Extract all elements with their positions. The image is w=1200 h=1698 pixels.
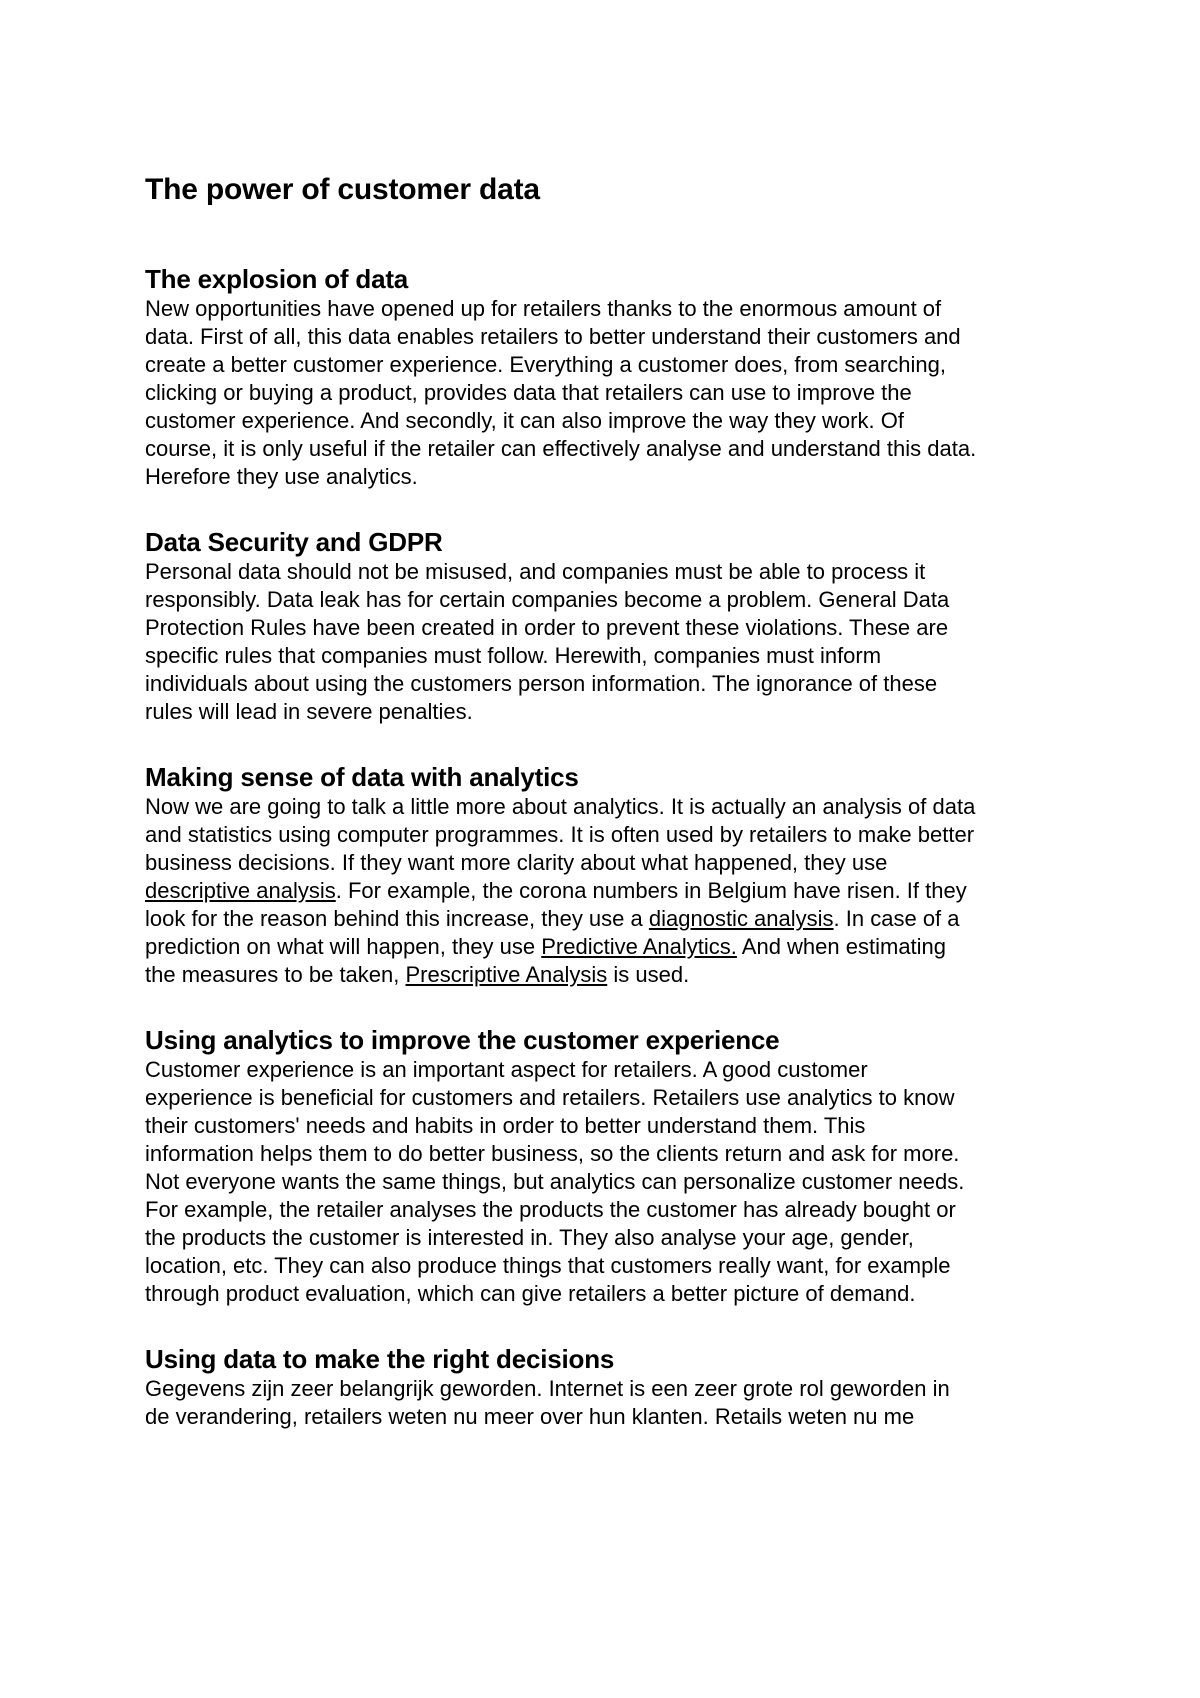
paragraph-line: create a better customer experience. Everything a customer does, from searching, [145, 352, 946, 377]
paragraph-line: de verandering, retailers weten nu meer over hun klanten. Retails weten nu me [145, 1404, 915, 1429]
document-title: The power of customer data [145, 173, 540, 206]
diagnostic-analysis-link[interactable]: diagnostic analysis [648, 906, 834, 931]
section-explosion-of-data [145, 263, 1080, 491]
paragraph-line: data. First of all, this data enables retailers to better understand their customers and [145, 324, 961, 349]
paragraph-line: the products the customer is interested in. They also analyse your age, gender, [145, 1225, 914, 1250]
section-paragraph [145, 295, 1080, 491]
paragraph-text: . For example, the corona numbers in Belgium have risen. If they [335, 878, 967, 903]
paragraph-line: information helps them to do better business, so the clients return and ask for more. [145, 1141, 960, 1166]
paragraph-line: responsibly. Data leak has for certain companies become a problem. General Data [145, 587, 950, 612]
paragraph-line: experience is beneficial for customers and retailers. Retailers use analytics to know [145, 1085, 955, 1110]
paragraph-line: course, it is only useful if the retailer can effectively analyse and understand this data. [145, 436, 977, 461]
paragraph-line: Protection Rules have been created in order to prevent these violations. These are [145, 615, 949, 640]
section-heading: Using analytics to improve the customer experience [145, 1025, 780, 1055]
paragraph-line [145, 905, 1080, 933]
paragraph-line: New opportunities have opened up for retailers thanks to the enormous amount of [145, 296, 942, 321]
paragraph-text: is used. [607, 962, 690, 987]
section-heading: Using data to make the right decisions [145, 1344, 615, 1374]
paragraph-text: look for the reason behind this increase, they use a [145, 906, 649, 931]
paragraph-line [145, 933, 1080, 961]
paragraph-line: location, etc. They can also produce things that customers really want, for example [145, 1253, 951, 1278]
paragraph-line: Now we are going to talk a little more about analytics. It is actually an analysis of data [145, 794, 976, 819]
section-heading: The explosion of data [145, 264, 409, 294]
paragraph-line: For example, the retailer analyses the products the customer has already bought or [145, 1197, 956, 1222]
paragraph-line: and statistics using computer programmes. It is often used by retailers to make better [145, 822, 975, 847]
paragraph-line [145, 961, 1080, 989]
predictive-analytics-link[interactable]: Predictive Analytics. [541, 934, 737, 959]
section-heading: Data Security and GDPR [145, 527, 443, 557]
section-paragraph [145, 1375, 1080, 1431]
document-content [145, 172, 1080, 1431]
paragraph-line: through product evaluation, which can give retailers a better picture of demand. [145, 1281, 916, 1306]
paragraph-line: rules will lead in severe penalties. [145, 699, 473, 724]
paragraph-line: individuals about using the customers person information. The ignorance of these [145, 671, 938, 696]
paragraph-line [145, 877, 1080, 905]
paragraph-line: clicking or buying a product, provides data that retailers can use to improve the [145, 380, 912, 405]
section-right-decisions [145, 1343, 1080, 1431]
section-heading: Making sense of data with analytics [145, 762, 579, 792]
paragraph-line: Customer experience is an important aspect for retailers. A good customer [145, 1057, 868, 1082]
section-paragraph [145, 558, 1080, 726]
paragraph-text: And when estimating [736, 934, 947, 959]
paragraph-line: their customers' needs and habits in order to better understand them. This [145, 1113, 866, 1138]
paragraph-line: customer experience. And secondly, it can also improve the way they work. Of [145, 408, 904, 433]
paragraph-line: Personal data should not be misused, and companies must be able to process it [145, 559, 926, 584]
section-improve-customer-experience [145, 1024, 1080, 1308]
paragraph-line: business decisions. If they want more clarity about what happened, they use [145, 850, 888, 875]
paragraph-text: the measures to be taken, [145, 962, 406, 987]
paragraph-line: specific rules that companies must follow. Herewith, companies must inform [145, 643, 882, 668]
paragraph-line: Herefore they use analytics. [145, 464, 418, 489]
paragraph-text: . In case of a [833, 906, 960, 931]
paragraph-line: Gegevens zijn zeer belangrijk geworden. Internet is een zeer grote rol geworden in [145, 1376, 950, 1401]
section-paragraph [145, 1056, 1080, 1308]
section-paragraph [145, 793, 1080, 989]
descriptive-analysis-link[interactable]: descriptive analysis [145, 878, 336, 903]
paragraph-text: prediction on what will happen, they use [145, 934, 542, 959]
prescriptive-analysis-link[interactable]: Prescriptive Analysis [405, 962, 608, 987]
section-making-sense-of-data [145, 761, 1080, 989]
section-data-security-gdpr [145, 526, 1080, 726]
paragraph-line: Not everyone wants the same things, but analytics can personalize customer needs. [145, 1169, 965, 1194]
